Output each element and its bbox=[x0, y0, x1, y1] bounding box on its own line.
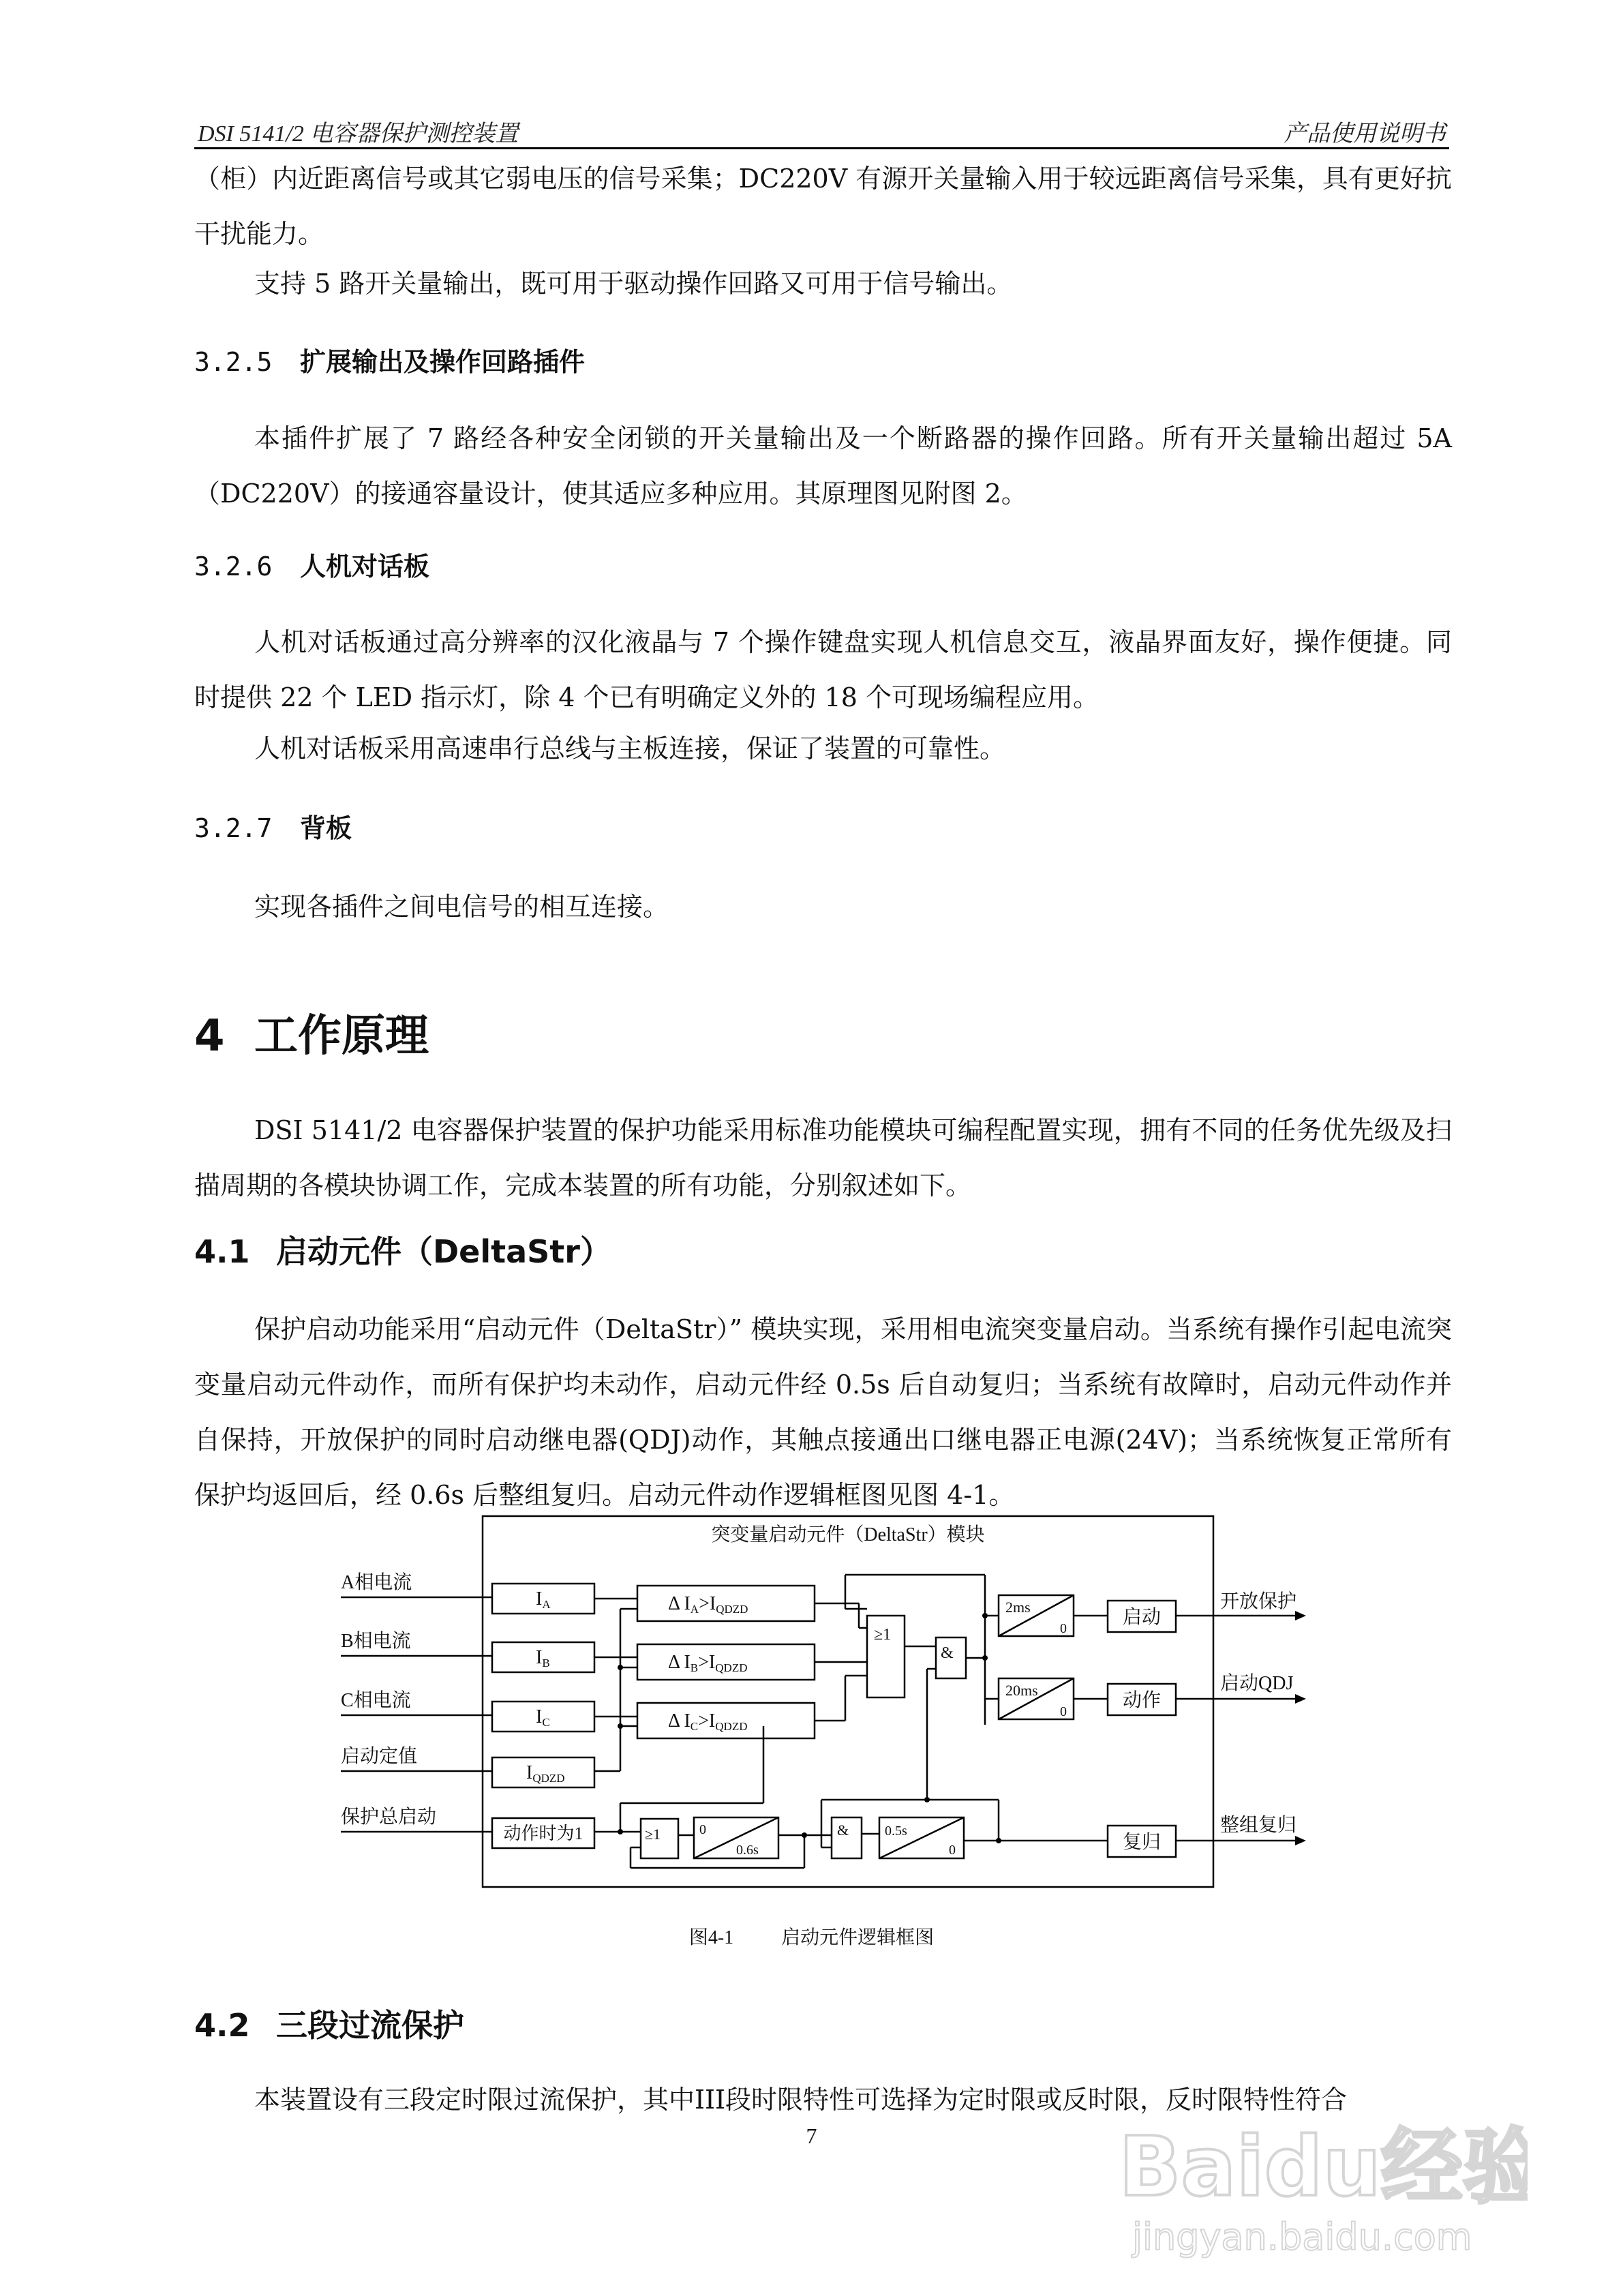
caption-number: 图4-1 bbox=[688, 1927, 734, 1948]
header-doc-type: 产品使用说明书 bbox=[1284, 121, 1446, 147]
timer-0-6s-zero: 0 bbox=[699, 1822, 706, 1837]
timer-2ms-zero: 0 bbox=[1060, 1621, 1067, 1636]
ic-label: IC bbox=[536, 1706, 550, 1729]
comparator-a-label: Δ IA>IQDZD bbox=[668, 1593, 748, 1616]
timer-0-6s-label: 0.6s bbox=[736, 1843, 759, 1858]
paragraph-startup-element: 保护启动功能采用“启动元件（DeltaStr）” 模块实现，采用相电流突变量启动。当系统有操作引起电流突变量启动元件动作，而所有保护均未动作，启动元件经 0.5s 后自动复归；当系统有故障时，启动元件动作并自保持，开放保护的同时启动继电器(QDJ)动作，其触点接通出口继电器正电源(24V)；当系统恢复正常所有保护均返回后，经 0.6s 后整组复归。启动元件动作逻辑框图见图 4-1。 bbox=[194, 1314, 1452, 1510]
arrow-output-3 bbox=[1295, 1836, 1306, 1845]
timer-0-5s-label: 0.5s bbox=[885, 1824, 907, 1839]
reset-output-label: 复归 bbox=[1122, 1832, 1162, 1853]
heading-3-2-6 bbox=[194, 545, 429, 583]
startup-output-label: 启动 bbox=[1122, 1607, 1162, 1628]
heading-title: 启动元件（DeltaStr） bbox=[276, 1233, 611, 1270]
header-rule bbox=[194, 147, 1449, 149]
paragraph-output-channels: 支持 5 路开关量输出，既可用于驱动操作回路又可用于信号输出。 bbox=[254, 269, 1013, 299]
logic-diagram-figure bbox=[327, 1513, 1309, 1895]
heading-number: 3.2.5 bbox=[194, 347, 273, 377]
paragraph-working-principle: DSI 5141/2 电容器保护装置的保护功能采用标准功能模块可编程配置实现，拥有不同的任务优先级及扫描周期的各模块协调工作，完成本装置的所有功能，分别叙述如下。 bbox=[194, 1115, 1452, 1200]
paragraph-backplane: 实现各插件之间电信号的相互连接。 bbox=[254, 892, 669, 922]
comparator-b-label: Δ IB>IQDZD bbox=[668, 1652, 748, 1674]
arrow-output-2 bbox=[1295, 1694, 1306, 1704]
timer-20ms-label: 20ms bbox=[1005, 1682, 1038, 1699]
output-label-group-reset: 整组复归 bbox=[1220, 1815, 1297, 1836]
ib-label: IB bbox=[536, 1647, 550, 1670]
paragraph-expansion-plugin: 本插件扩展了 7 路经各种安全闭锁的开关量输出及一个断路器的操作回路。所有开关量输出超过 5A（DC220V）的接通容量设计，使其适应多种应用。其原理图见附图 2。 bbox=[194, 423, 1452, 509]
watermark-url: jingyan.baidu.com bbox=[1132, 2216, 1472, 2259]
heading-number: 4.1 bbox=[194, 1233, 250, 1270]
heading-title: 扩展输出及操作回路插件 bbox=[300, 347, 586, 377]
heading-title: 三段过流保护 bbox=[276, 2007, 464, 2044]
heading-4-1 bbox=[194, 1227, 611, 1272]
heading-title: 工作原理 bbox=[254, 1011, 429, 1061]
output-label-start-qdj: 启动QDJ bbox=[1220, 1673, 1294, 1694]
or-gate-2-label: ≥1 bbox=[645, 1826, 661, 1843]
heading-number: 4 bbox=[194, 1011, 225, 1061]
heading-3-2-5 bbox=[194, 341, 585, 378]
heading-number: 4.2 bbox=[194, 2007, 250, 2044]
heading-number: 3.2.6 bbox=[194, 552, 273, 581]
caption-text: 启动元件逻辑框图 bbox=[781, 1927, 935, 1948]
paragraph-continued: （柜）内近距离信号或其它弱电压的信号采集；DC220V 有源开关量输入用于较远距离信号采集，具有更好抗干扰能力。 bbox=[194, 164, 1452, 249]
paragraph-hmi-bus: 人机对话板采用高速串行总线与主板连接，保证了装置的可靠性。 bbox=[254, 734, 1006, 764]
timer-0-5s-zero: 0 bbox=[949, 1843, 956, 1858]
timer-20ms-zero: 0 bbox=[1060, 1704, 1067, 1719]
baidu-watermark bbox=[1091, 2079, 1528, 2270]
ia-label: IA bbox=[536, 1588, 551, 1611]
heading-3-2-7 bbox=[194, 807, 352, 845]
heading-title: 人机对话板 bbox=[300, 552, 430, 581]
or-gate-1-label: ≥1 bbox=[874, 1626, 892, 1644]
header-doc-title: DSI 5141/2 电容器保护测控装置 bbox=[198, 121, 519, 147]
heading-title: 背板 bbox=[300, 813, 352, 843]
and-gate-1-label: & bbox=[941, 1644, 954, 1662]
input-label-master-start: 保护总启动 bbox=[341, 1807, 437, 1828]
input-label-setpoint: 启动定值 bbox=[341, 1746, 418, 1767]
watermark-brand: Baidu经验 bbox=[1119, 2120, 1528, 2215]
figure-caption bbox=[0, 1922, 1623, 1950]
page-number: 7 bbox=[806, 2124, 817, 2148]
timer-2ms-label: 2ms bbox=[1005, 1599, 1031, 1616]
and-gate-2-label: & bbox=[837, 1822, 849, 1839]
heading-4-2 bbox=[194, 2001, 464, 2046]
paragraph-overcurrent: 本装置设有三段定时限过流保护，其中III段时限特性可选择为定时限或反时限，反时限特性符合 bbox=[254, 2085, 1348, 2115]
heading-chapter-4 bbox=[194, 1001, 429, 1063]
output-label-open-protection: 开放保护 bbox=[1220, 1591, 1297, 1612]
input-label-b: B相电流 bbox=[341, 1631, 411, 1652]
comparator-c-label: Δ IC>IQDZD bbox=[668, 1710, 748, 1733]
heading-number: 3.2.7 bbox=[194, 813, 273, 843]
input-label-c: C相电流 bbox=[341, 1690, 411, 1711]
input-label-a: A相电流 bbox=[341, 1572, 412, 1593]
paragraph-hmi-board: 人机对话板通过高分辨率的汉化液晶与 7 个操作键盘实现人机信息交互，液晶界面友好，操作便捷。同时提供 22 个 LED 指示灯，除 4 个已有明确定义外的 18 个可现场编程应用。 bbox=[194, 627, 1452, 712]
iqdzd-label: IQDZD bbox=[526, 1762, 565, 1785]
arrow-output-1 bbox=[1295, 1611, 1306, 1620]
action-output-label: 动作 bbox=[1122, 1690, 1162, 1711]
module-title: 突变量启动元件（DeltaStr）模块 bbox=[711, 1524, 985, 1545]
action-is-one-label: 动作时为1 bbox=[503, 1824, 583, 1843]
